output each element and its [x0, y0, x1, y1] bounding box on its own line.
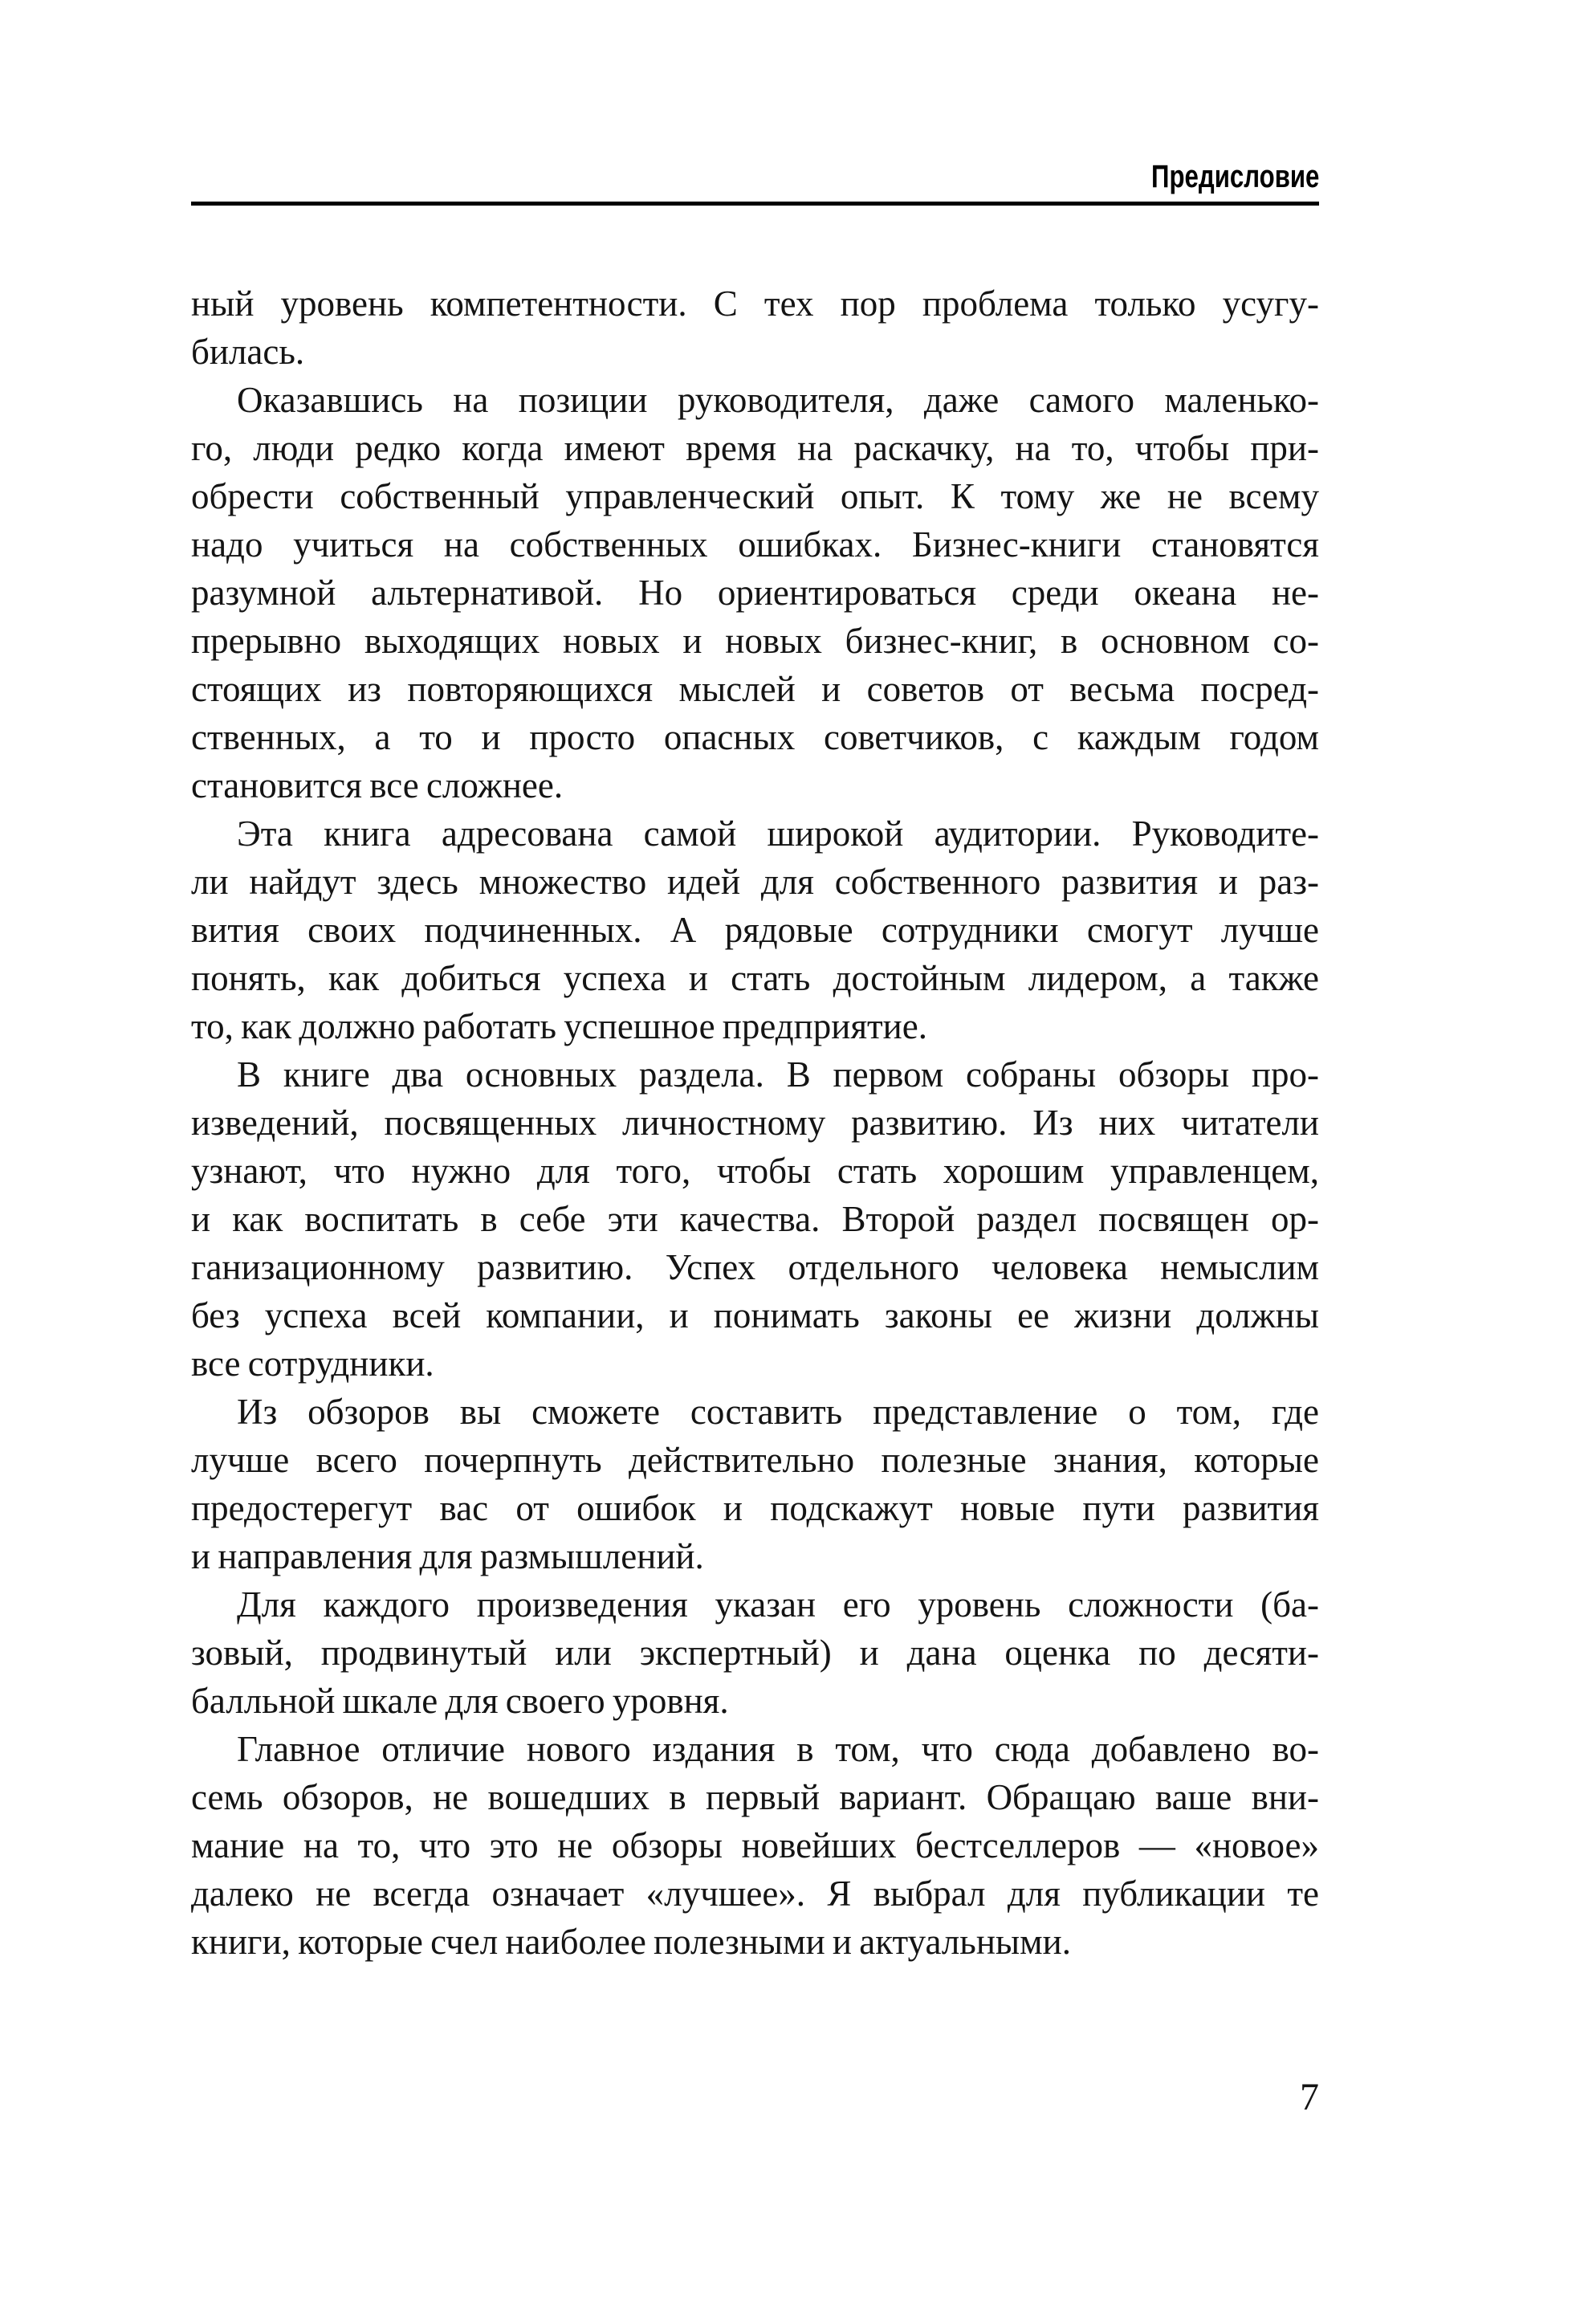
body-text [191, 279, 1319, 1966]
text-line: лучше всего почерпнуть действительно полезные знания, которые [191, 1440, 1319, 1480]
text-line: прерывно выходящих новых и новых бизнес-книг, в основном со- [191, 621, 1319, 661]
header-rule-divider [191, 202, 1319, 206]
text-line: и направления для размышлений. [191, 1536, 704, 1576]
text-line: все сотрудники. [191, 1343, 434, 1384]
text-line: мание на то, что это не обзоры новейших бестселлеров — «новое» [191, 1825, 1319, 1865]
text-line: разумной альтернативой. Но ориентироваться среди океана не- [191, 573, 1319, 613]
text-line: книги, которые счел наиболее полезными и актуальными. [191, 1922, 1071, 1962]
text-line: билась. [191, 332, 305, 372]
text-line: узнают, что нужно для того, чтобы стать хорошим управленцем, [191, 1151, 1319, 1191]
text-line: стоящих из повторяющихся мыслей и советов от весьма посред- [191, 669, 1319, 709]
running-head-title: Предисловие [1150, 159, 1319, 194]
text-line: семь обзоров, не вошедших в первый вариант. Обращаю ваше вни- [191, 1777, 1319, 1817]
text-line: надо учиться на собственных ошибках. Бизнес-книги становятся [191, 524, 1319, 565]
text-line: Главное отличие нового издания в том, что сюда добавлено во- [237, 1729, 1319, 1769]
text-line: Оказавшись на позиции руководителя, даже самого маленько- [237, 380, 1319, 420]
text-line: далеко не всегда означает «лучшее». Я выбрал для публикации те [191, 1873, 1319, 1914]
page-number: 7 [1300, 2076, 1319, 2118]
text-line: В книге два основных раздела. В первом собраны обзоры про- [237, 1054, 1319, 1095]
text-line: ный уровень компетентности. С тех пор проблема только усугу- [191, 283, 1319, 324]
text-line: становится все сложнее. [191, 765, 564, 805]
text-line: то, как должно работать успешное предприятие. [191, 1006, 927, 1046]
text-line: Эта книга адресована самой широкой аудитории. Руководите- [237, 813, 1319, 854]
text-line: ганизационному развитию. Успех отдельного человека немыслим [191, 1247, 1319, 1287]
text-line: предостерегут вас от ошибок и подскажут новые пути развития [191, 1488, 1319, 1528]
text-line: ственных, а то и просто опасных советчиков, с каждым годом [191, 717, 1319, 757]
text-line: балльной шкале для своего уровня. [191, 1681, 729, 1721]
text-line: Из обзоров вы сможете составить представление о том, где [237, 1392, 1319, 1432]
text-line: и как воспитать в себе эти качества. Второй раздел посвящен ор- [191, 1199, 1319, 1239]
text-line: обрести собственный управленческий опыт. К тому же не всему [191, 476, 1319, 516]
text-line: без успеха всей компании, и понимать законы ее жизни должны [191, 1295, 1319, 1335]
text-line: зовый, продвинутый или экспертный) и дана оценка по десяти- [191, 1633, 1319, 1673]
text-line: понять, как добиться успеха и стать достойным лидером, а также [191, 958, 1319, 998]
text-line: го, люди редко когда имеют время на раскачку, на то, чтобы при- [191, 428, 1319, 468]
text-line: вития своих подчиненных. А рядовые сотрудники смогут лучше [191, 910, 1319, 950]
text-line: Для каждого произведения указан его уровень сложности (ба- [237, 1584, 1319, 1625]
text-line: изведений, посвященных личностному развитию. Из них читатели [191, 1103, 1319, 1143]
text-line: ли найдут здесь множество идей для собственного развития и раз- [191, 862, 1319, 902]
